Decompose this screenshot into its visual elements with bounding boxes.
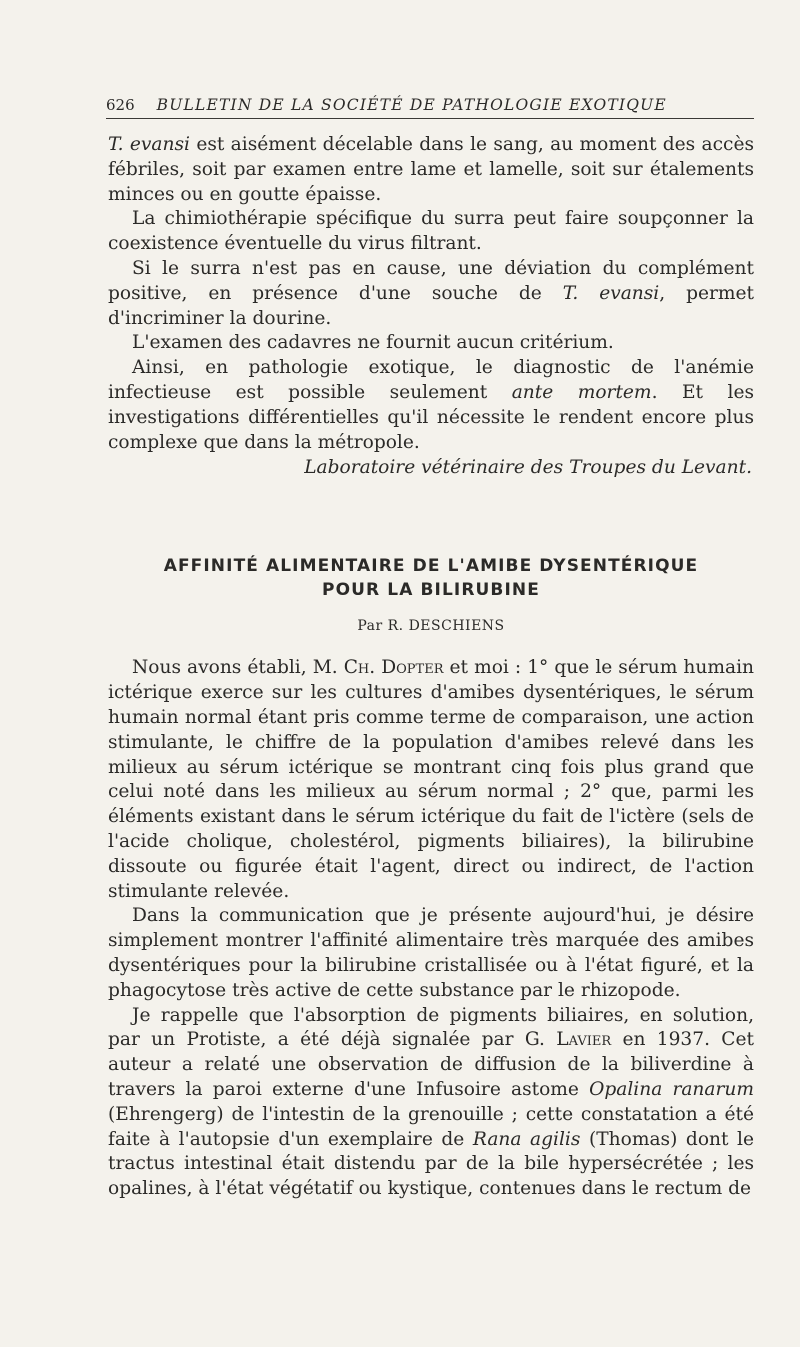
paragraph-prior-observation: Je rappelle que l'absorption de pigments biliaires, en solution, par un Protiste, a été déjà signalée par G. Lavier en 1937. Cet auteur a relaté une observation de diffusion de la biliverdine à travers la paroi externe d'une Infusoire astome Opalina ranarum (Ehrengerg) de l'intestin de la grenouille ; cette constatation a été faite à l'autopsie d'un exemplaire de Rana agilis (Thomas) dont le tractus intestinal était distendu par de la bile hypersécrétée ; les opalines, à l'état végétatif ou kystique, contenues dans le rectum de [108, 1004, 754, 1200]
paragraph-cadaver-exam: L'examen des cadavres ne fournit aucun critérium. [132, 332, 614, 354]
author-name: Ch. Dopter [343, 657, 444, 679]
journal-title: BULLETIN DE LA SOCIÉTÉ DE PATHOLOGIE EXOTIQUE [156, 96, 667, 114]
running-header [106, 96, 754, 119]
article-title-line-2: POUR LA BILIRUBINE [322, 580, 540, 601]
laboratory-signature: Laboratoire vétérinaire des Troupes du Levant. [304, 457, 752, 479]
page-number: 626 [106, 96, 135, 114]
paragraph-communication: Dans la communication que je présente aujourd'hui, je désire simplement montrer l'affinité alimentaire très marquée des amibes dysentériques pour la bilirubine cristallisée ou à l'état figuré, et la phagocytose très active de cette substance par le rhizopode. [108, 905, 754, 1001]
species-name: Rana agilis [472, 1128, 581, 1150]
article-author: Par R. DESCHIENS [357, 618, 505, 635]
species-name: Opalina ranarum [589, 1078, 754, 1100]
paragraph-intro: Nous avons établi, M. Ch. Dopter et moi : 1° que le sérum humain ictérique exerce sur les cultures d'amibes dysentériques, le sérum humain normal étant pris comme terme de comparaison, une action stimulante, le chiffre de la population d'amibes relevé dans les milieux au sérum ictérique se montrant cinq fois plus grand que celui noté dans les milieux au sérum normal ; 2° que, parmi les éléments existant dans le sérum ictérique du fait de l'ictère (sels de l'acide cholique, cholestérol, pigments biliaires), la bilirubine dissoute ou figurée était l'agent, direct ou indirect, de l'action stimulante relevée. [108, 657, 754, 902]
document-page [108, 96, 754, 1202]
paragraph-chemotherapy: La chimiothérapie spécifique du surra peut faire soupçonner la coexistence éventuelle du virus filtrant. [108, 208, 754, 255]
species-name: T. evansi [108, 134, 190, 155]
article-title-line-1: AFFINITÉ ALIMENTAIRE DE L'AMIBE DYSENTÉRIQUE [163, 556, 699, 577]
paragraph-trypanosoma-detection: T. evansi est aisément décelable dans le sang, au moment des accès fébriles, soit par examen entre lame et lamelle, soit sur étalements minces ou en goutte épaisse. [108, 134, 754, 205]
previous-article-conclusion [108, 133, 754, 478]
latin-phrase: ante mortem [511, 381, 652, 403]
article-body [108, 656, 754, 1202]
author-name: Lavier [556, 1029, 612, 1051]
paragraph-complement-deviation: Si le surra n'est pas en cause, une déviation du complément positive, en présence d'une souche de T. evansi, permet d'incriminer la dourine. [108, 257, 755, 329]
article-title [108, 554, 754, 602]
species-name: T. evansi [562, 282, 660, 304]
paragraph-diagnosis-conclusion: Ainsi, en pathologie exotique, le diagnostic de l'anémie infectieuse est possible seulement ante mortem. Et les investigations différentielles qu'il nécessite le rendent encore plus complexe que dans la métropole. [108, 357, 754, 453]
